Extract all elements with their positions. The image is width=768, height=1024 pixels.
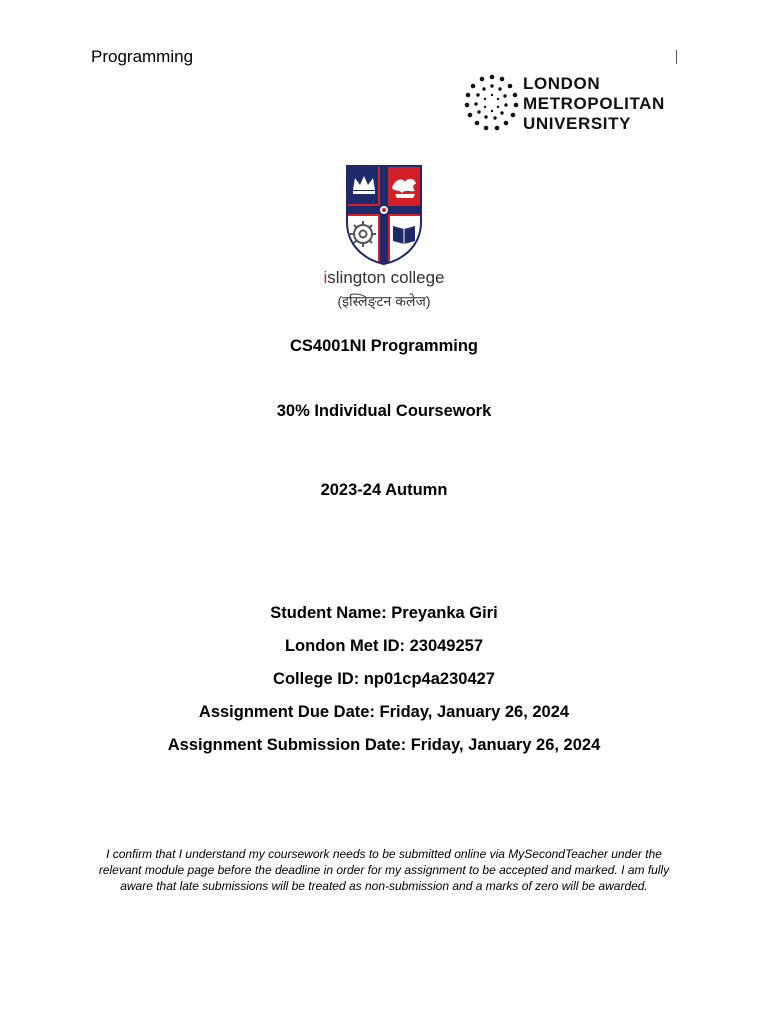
module-title: CS4001NI Programming <box>290 337 478 355</box>
assignment-due-date: Assignment Due Date: Friday, January 26, 2024 <box>198 703 570 721</box>
college-name-main: slington <box>327 268 386 287</box>
college-native-name: (इस्लिङ्टन कलेज) <box>337 293 431 309</box>
college-crest-icon <box>345 164 423 266</box>
lmu-line-1: LONDON <box>523 74 601 93</box>
london-met-id: London Met ID: 23049257 <box>284 637 484 655</box>
header-module-label: Programming <box>91 47 194 66</box>
header-divider <box>676 50 677 64</box>
student-name: Student Name: Preyanka Giri <box>270 604 498 622</box>
london-met-logo <box>464 72 678 134</box>
dotted-circle-emblem-icon <box>464 73 520 133</box>
islington-college-logo <box>300 160 468 320</box>
college-id: College ID: np01cp4a230427 <box>273 670 495 688</box>
lmu-line-2: METROPOLITAN <box>523 94 665 113</box>
college-name-suffix: college <box>385 268 445 287</box>
lmu-line-3: UNIVERSITY <box>523 114 632 133</box>
assignment-submission-date: Assignment Submission Date: Friday, January 26, 2024 <box>167 736 601 754</box>
college-name <box>300 268 468 288</box>
assessment-title: 30% Individual Coursework <box>276 402 492 420</box>
term-title: 2023-24 Autumn <box>320 481 448 499</box>
london-met-wordmark <box>523 74 665 134</box>
submission-disclaimer: I confirm that I understand my coursework needs to be submitted online via MySecondTeacher under the relevant module page before the deadline in order for my assignment to be accepted and marked. I am fully aware that late submissions will be treated as non-submission and a marks of zero will be awarded. <box>98 847 670 893</box>
college-name-initial: i <box>323 268 328 287</box>
